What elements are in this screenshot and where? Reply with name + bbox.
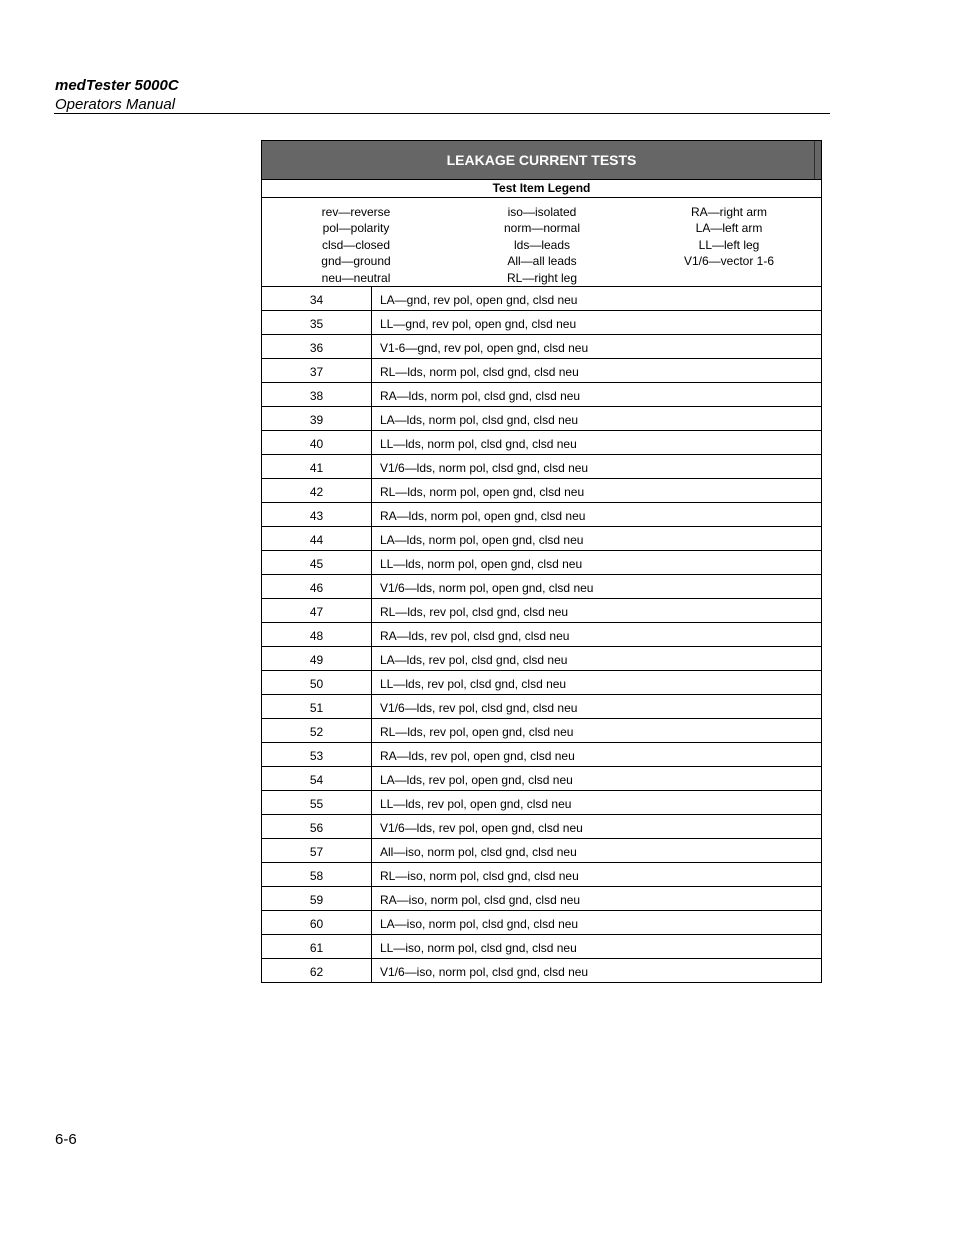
- legend-body: [262, 198, 821, 287]
- test-description-cell: LA—lds, rev pol, open gnd, clsd neu: [380, 773, 573, 787]
- table-row: [262, 695, 821, 719]
- table-row: [262, 815, 821, 839]
- test-description-cell: RA—iso, norm pol, clsd gnd, clsd neu: [380, 893, 581, 907]
- test-number-cell: 58: [262, 863, 372, 886]
- table-row: [262, 791, 821, 815]
- test-description-cell: V1/6—iso, norm pol, clsd gnd, clsd neu: [380, 965, 589, 979]
- table-row: [262, 887, 821, 911]
- table-row: [262, 623, 821, 647]
- test-description-cell: RA—lds, norm pol, open gnd, clsd neu: [380, 509, 586, 523]
- test-description-cell: LL—lds, norm pol, open gnd, clsd neu: [380, 557, 583, 571]
- test-number-cell: 41: [262, 455, 372, 478]
- legend-item: LL—left leg: [698, 237, 760, 252]
- legend-item: LA—left arm: [695, 221, 763, 236]
- test-number-cell: 39: [262, 407, 372, 430]
- test-description-cell: LL—lds, rev pol, open gnd, clsd neu: [380, 797, 572, 811]
- test-number-cell: 62: [262, 959, 372, 982]
- table-row: [262, 455, 821, 479]
- test-number-cell: 35: [262, 311, 372, 334]
- test-description-cell: LL—iso, norm pol, clsd gnd, clsd neu: [380, 941, 577, 955]
- table-row: [262, 671, 821, 695]
- table-row: [262, 311, 821, 335]
- legend-item: iso—isolated: [507, 205, 577, 219]
- table-row: [262, 335, 821, 359]
- test-number-cell: 34: [262, 287, 372, 310]
- legend-item: All—all leads: [507, 254, 577, 269]
- table-row: [262, 431, 821, 455]
- table-row: [262, 383, 821, 407]
- leakage-tests-table: [261, 140, 822, 983]
- test-description-cell: RL—lds, norm pol, clsd gnd, clsd neu: [380, 365, 579, 379]
- table-row: [262, 959, 821, 982]
- table-row: [262, 575, 821, 599]
- test-number-cell: 45: [262, 551, 372, 574]
- title-bar-edge: [814, 141, 815, 179]
- test-number-cell: 60: [262, 911, 372, 934]
- header-divider: [54, 113, 830, 114]
- test-number-cell: 48: [262, 623, 372, 646]
- legend-item: lds—leads: [513, 237, 571, 252]
- test-number-cell: 55: [262, 791, 372, 814]
- test-description-cell: RL—lds, rev pol, clsd gnd, clsd neu: [380, 605, 569, 619]
- legend-item: V1/6—vector 1-6: [683, 254, 775, 269]
- test-number-cell: 49: [262, 647, 372, 670]
- test-description-cell: LA—gnd, rev pol, open gnd, clsd neu: [380, 293, 578, 307]
- table-row: [262, 743, 821, 767]
- test-number-cell: 47: [262, 599, 372, 622]
- test-number-cell: 52: [262, 719, 372, 742]
- test-description-cell: RA—lds, rev pol, clsd gnd, clsd neu: [380, 629, 570, 643]
- legend-item: clsd—closed: [321, 237, 391, 252]
- table-title-bar: [262, 141, 821, 180]
- test-number-cell: 56: [262, 815, 372, 838]
- test-description-cell: LA—iso, norm pol, clsd gnd, clsd neu: [380, 917, 579, 931]
- test-description-cell: V1-6—gnd, rev pol, open gnd, clsd neu: [380, 341, 589, 355]
- table-row: [262, 527, 821, 551]
- test-number-cell: 53: [262, 743, 372, 766]
- legend-column-1: [306, 204, 406, 286]
- test-description-cell: RL—iso, norm pol, clsd gnd, clsd neu: [380, 869, 579, 883]
- test-number-cell: 42: [262, 479, 372, 502]
- test-number-cell: 38: [262, 383, 372, 406]
- table-row: [262, 407, 821, 431]
- test-description-cell: RA—lds, rev pol, open gnd, clsd neu: [380, 749, 575, 763]
- test-description-cell: RL—lds, rev pol, open gnd, clsd neu: [380, 725, 574, 739]
- table-row: [262, 719, 821, 743]
- table-row: [262, 551, 821, 575]
- test-number-cell: 40: [262, 431, 372, 454]
- test-description-cell: LL—gnd, rev pol, open gnd, clsd neu: [380, 317, 577, 331]
- test-number-cell: 61: [262, 935, 372, 958]
- document-subtitle: Operators Manual: [55, 96, 176, 113]
- test-number-cell: 57: [262, 839, 372, 862]
- test-number-cell: 44: [262, 527, 372, 550]
- document-title: medTester 5000C: [55, 77, 179, 94]
- table-row: [262, 647, 821, 671]
- table-row: [262, 935, 821, 959]
- test-number-cell: 51: [262, 695, 372, 718]
- test-description-cell: RL—lds, norm pol, open gnd, clsd neu: [380, 485, 585, 499]
- test-description-cell: V1/6—lds, rev pol, open gnd, clsd neu: [380, 821, 583, 835]
- table-row: [262, 911, 821, 935]
- test-number-cell: 46: [262, 575, 372, 598]
- test-description-cell: All—iso, norm pol, clsd gnd, clsd neu: [380, 845, 577, 859]
- legend-heading: Test Item Legend: [262, 180, 821, 198]
- table-row: [262, 503, 821, 527]
- page-number: 6-6: [55, 1131, 77, 1148]
- legend-item: pol—polarity: [322, 221, 390, 236]
- legend-item: gnd—ground: [321, 254, 391, 269]
- legend-item: norm—normal: [503, 221, 581, 236]
- test-description-cell: V1/6—lds, norm pol, clsd gnd, clsd neu: [380, 461, 589, 475]
- test-number-cell: 37: [262, 359, 372, 382]
- table-row: [262, 359, 821, 383]
- table-row: [262, 767, 821, 791]
- legend-item: RA—right arm: [690, 205, 767, 219]
- table-rows: [262, 287, 821, 982]
- test-description-cell: LL—lds, norm pol, clsd gnd, clsd neu: [380, 437, 577, 451]
- test-description-cell: V1/6—lds, rev pol, clsd gnd, clsd neu: [380, 701, 578, 715]
- test-description-cell: LA—lds, rev pol, clsd gnd, clsd neu: [380, 653, 568, 667]
- test-number-cell: 43: [262, 503, 372, 526]
- page-header: [55, 76, 179, 114]
- table-row: [262, 479, 821, 503]
- table-row: [262, 839, 821, 863]
- legend-column-2: [482, 204, 602, 286]
- table-title: LEAKAGE CURRENT TESTS: [446, 152, 637, 168]
- test-description-cell: LA—lds, norm pol, open gnd, clsd neu: [380, 533, 584, 547]
- table-row: [262, 863, 821, 887]
- test-number-cell: 50: [262, 671, 372, 694]
- test-description-cell: RA—lds, norm pol, clsd gnd, clsd neu: [380, 389, 581, 403]
- test-description-cell: LL—lds, rev pol, clsd gnd, clsd neu: [380, 677, 567, 691]
- table-row: [262, 287, 821, 311]
- legend-item: RL—right leg: [506, 270, 578, 285]
- legend-column-3: [664, 204, 794, 270]
- test-number-cell: 59: [262, 887, 372, 910]
- legend-item: neu—neutral: [321, 270, 391, 285]
- test-number-cell: 54: [262, 767, 372, 790]
- legend-item: rev—reverse: [321, 205, 391, 219]
- test-description-cell: V1/6—lds, norm pol, open gnd, clsd neu: [380, 581, 594, 595]
- test-description-cell: LA—lds, norm pol, clsd gnd, clsd neu: [380, 413, 579, 427]
- test-number-cell: 36: [262, 335, 372, 358]
- table-row: [262, 599, 821, 623]
